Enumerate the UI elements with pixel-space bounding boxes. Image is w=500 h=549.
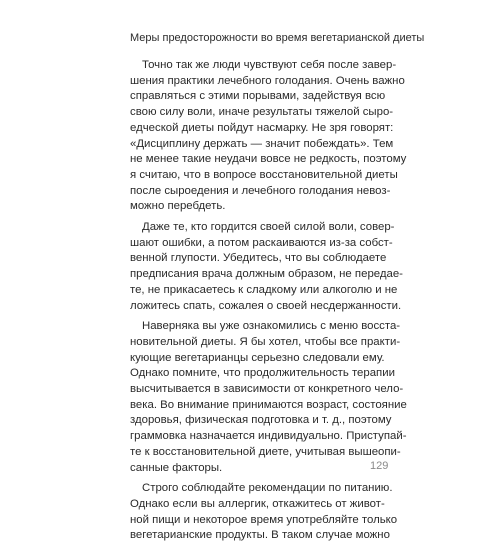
text-line: венной глупости. Убедитесь, что вы соблюдаете — [130, 252, 387, 265]
text-line: здоровья, физическая подготовка и т. д., поэтому — [130, 414, 392, 427]
text-line: свою силу воли, иначе результаты тяжелой сыро- — [130, 106, 394, 119]
text-line: санные факторы. — [130, 461, 223, 474]
text-line: новительной диеты. Я бы хотел, чтобы все практи- — [130, 335, 401, 348]
text-line: после сыроедения и лечебного голодания невоз- — [130, 184, 391, 197]
text-line: вегетарианские продукты. В таком случае можно — [130, 529, 390, 542]
text-line: справляться с этими порывами, задействуя всю — [130, 90, 386, 103]
text-line: едческой диеты пойдут насмарку. Не зря говорят: — [130, 121, 394, 134]
paragraph — [130, 220, 403, 314]
text-line: те, не прикасаетесь к сладкому или алкоголю и не — [130, 283, 398, 296]
page-number: 129 — [370, 460, 389, 472]
paragraph — [130, 319, 407, 476]
text-line: те к восстановительной диете, учитывая вышеопи- — [130, 445, 401, 458]
text-line: можно перебдеть. — [130, 200, 226, 213]
text-line: «Дисциплину держать — значит побеждать». Тем — [130, 137, 394, 150]
text-line: кующие вегетарианцы серьезно следовали ему. — [130, 351, 385, 364]
text-line: я считаю, что в вопросе восстановительной диеты — [130, 168, 398, 181]
text-line: граммовка назначается индивидуально. Приступай- — [130, 430, 407, 443]
text-line: ной пищи и некоторое время употребляйте только — [130, 513, 398, 526]
text-line: Даже те, кто гордится своей силой воли, совер- — [142, 221, 395, 234]
text-line: Однако помните, что продолжительность терапии — [130, 367, 395, 380]
text-line: не менее такие неудачи вовсе не редкость, поэтому — [130, 153, 407, 166]
body-text — [130, 58, 407, 549]
running-header: Меры предосторожности во время вегетарианской диеты — [130, 32, 425, 44]
text-line: ложитесь спать, сожалея о своей несдержанности. — [130, 299, 402, 312]
text-line: высчитывается в зависимости от конкретного чело- — [130, 383, 404, 396]
text-line: Строго соблюдайте рекомендации по питанию. — [142, 482, 393, 495]
text-line: шают ошибки, а потом раскаиваются из-за собст- — [130, 236, 393, 249]
text-line: Точно так же люди чувствуют себя после завер- — [142, 59, 397, 71]
text-line: шения практики лечебного голодания. Очень важно — [130, 74, 405, 87]
text-line: Однако если вы аллергик, откажитесь от живот- — [130, 497, 385, 510]
paragraph — [130, 58, 407, 215]
text-line: века. Во внимание принимаются возраст, состояние — [130, 398, 407, 411]
paragraph — [130, 481, 398, 544]
text-line: Наверняка вы уже ознакомились с меню восста- — [142, 320, 401, 333]
text-line: предписания врача должным образом, не передае- — [130, 268, 403, 281]
